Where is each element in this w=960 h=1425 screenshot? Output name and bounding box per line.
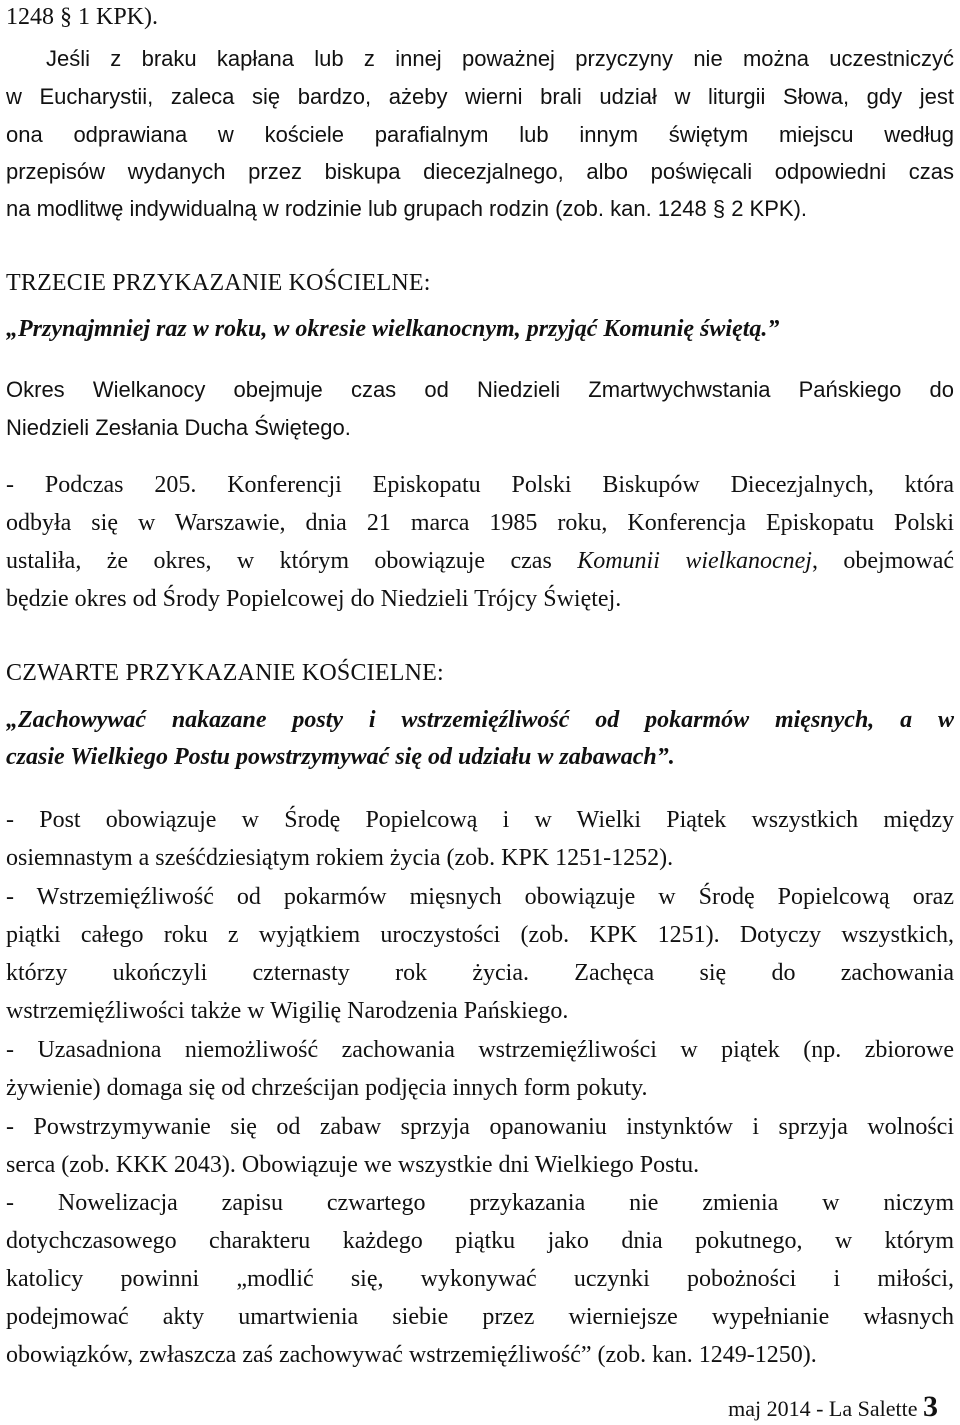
page-footer bbox=[728, 1390, 938, 1424]
text-line-11: - Podczas 205. Konferencji Episkopatu Polski Biskupów Diecezjalnych, która bbox=[6, 472, 954, 498]
text-line-29: dotychczasowego charakteru każdego piątku jako dnia pokutnego, w którym bbox=[6, 1228, 954, 1254]
section-heading-third-commandment: TRZECIE PRZYKAZANIE KOŚCIELNE: bbox=[6, 270, 431, 296]
text-line-13-italic: Komunii wielkanocnej bbox=[577, 548, 812, 574]
footer-text: maj 2014 - La Salette bbox=[728, 1396, 923, 1421]
text-line-22: którzy ukończyli czternasty rok życia. Zachęca się do zachowania bbox=[6, 960, 954, 986]
text-line-13 bbox=[6, 546, 954, 576]
text-line-10: Niedzieli Zesłania Ducha Świętego. bbox=[6, 415, 351, 440]
text-line-23: wstrzemięźliwości także w Wigilię Narodzenia Pańskiego. bbox=[6, 998, 569, 1024]
section-heading-fourth-commandment: CZWARTE PRZYKAZANIE KOŚCIELNE: bbox=[6, 660, 444, 686]
text-line-6: na modlitwę indywidualną w rodzinie lub grupach rodzin (zob. kan. 1248 § 2 KPK). bbox=[6, 196, 808, 221]
text-line-1: 1248 § 1 KPK). bbox=[6, 4, 159, 30]
text-line-4: ona odprawiana w kościele parafialnym lub innym świętym miejscu według bbox=[6, 122, 954, 147]
text-line-20: - Wstrzemięźliwość od pokarmów mięsnych obowiązuje w Środę Popielcową oraz bbox=[6, 884, 954, 910]
text-line-9: Okres Wielkanocy obejmuje czas od Niedzieli Zmartwychwstania Pańskiego do bbox=[6, 377, 954, 402]
text-line-21: piątki całego roku z wyjątkiem uroczystości (zob. KPK 1251). Dotyczy wszystkich, bbox=[6, 922, 954, 948]
text-line-27: serca (zob. KKK 2043). Obowiązuje we wszystkie dni Wielkiego Postu. bbox=[6, 1152, 700, 1178]
text-line-31: podejmować akty umartwienia siebie przez wierniejsze wypełnianie własnych bbox=[6, 1304, 954, 1330]
commandment-quote-fourth-line-2: czasie Wielkiego Postu powstrzymywać się od udziału w zabawach”. bbox=[6, 744, 675, 770]
text-line-5: przepisów wydanych przez biskupa diecezjalnego, albo poświęcali odpowiedni czas bbox=[6, 159, 954, 184]
text-line-13-part-a: ustaliła, że okres, w którym obowiązuje czas bbox=[6, 548, 578, 574]
commandment-quote-third: „Przynajmniej raz w roku, w okresie wielkanocnym, przyjąć Komunię świętą.” bbox=[6, 316, 780, 342]
text-line-13-part-c: , obejmować bbox=[811, 548, 955, 574]
text-line-12: odbyła się w Warszawie, dnia 21 marca 1985 roku, Konferencja Episkopatu Polski bbox=[6, 510, 954, 536]
commandment-quote-fourth-line-1: „Zachowywać nakazane posty i wstrzemięźliwość od pokarmów mięsnych, a w bbox=[6, 707, 954, 733]
text-line-25: żywienie) domaga się od chrześcijan podjęcia innych form pokuty. bbox=[6, 1075, 648, 1101]
page-number: 3 bbox=[923, 1390, 938, 1423]
text-line-19: osiemnastym a sześćdziesiątym rokiem życia (zob. KPK 1251-1252). bbox=[6, 845, 674, 871]
text-line-30: katolicy powinni „modlić się, wykonywać uczynki pobożności i miłości, bbox=[6, 1266, 954, 1292]
text-line-28: - Nowelizacja zapisu czwartego przykazania nie zmienia w niczym bbox=[6, 1190, 954, 1216]
text-line-14: będzie okres od Środy Popielcowej do Niedzieli Trójcy Świętej. bbox=[6, 586, 622, 612]
text-line-2: Jeśli z braku kapłana lub z innej poważnej przyczyny nie można uczestniczyć bbox=[46, 46, 954, 71]
text-line-32: obowiązków, zwłaszcza zaś zachowywać wstrzemięźliwość” (zob. kan. 1249-1250). bbox=[6, 1342, 817, 1368]
text-line-26: - Powstrzymywanie się od zabaw sprzyja opanowaniu instynktów i sprzyja wolności bbox=[6, 1114, 954, 1140]
text-line-18: - Post obowiązuje w Środę Popielcową i w Wielki Piątek wszystkich między bbox=[6, 807, 954, 833]
text-line-24: - Uzasadniona niemożliwość zachowania wstrzemięźliwości w piątek (np. zbiorowe bbox=[6, 1037, 954, 1063]
text-line-3: w Eucharystii, zaleca się bardzo, ażeby wierni brali udział w liturgii Słowa, gdy jest bbox=[6, 84, 954, 109]
